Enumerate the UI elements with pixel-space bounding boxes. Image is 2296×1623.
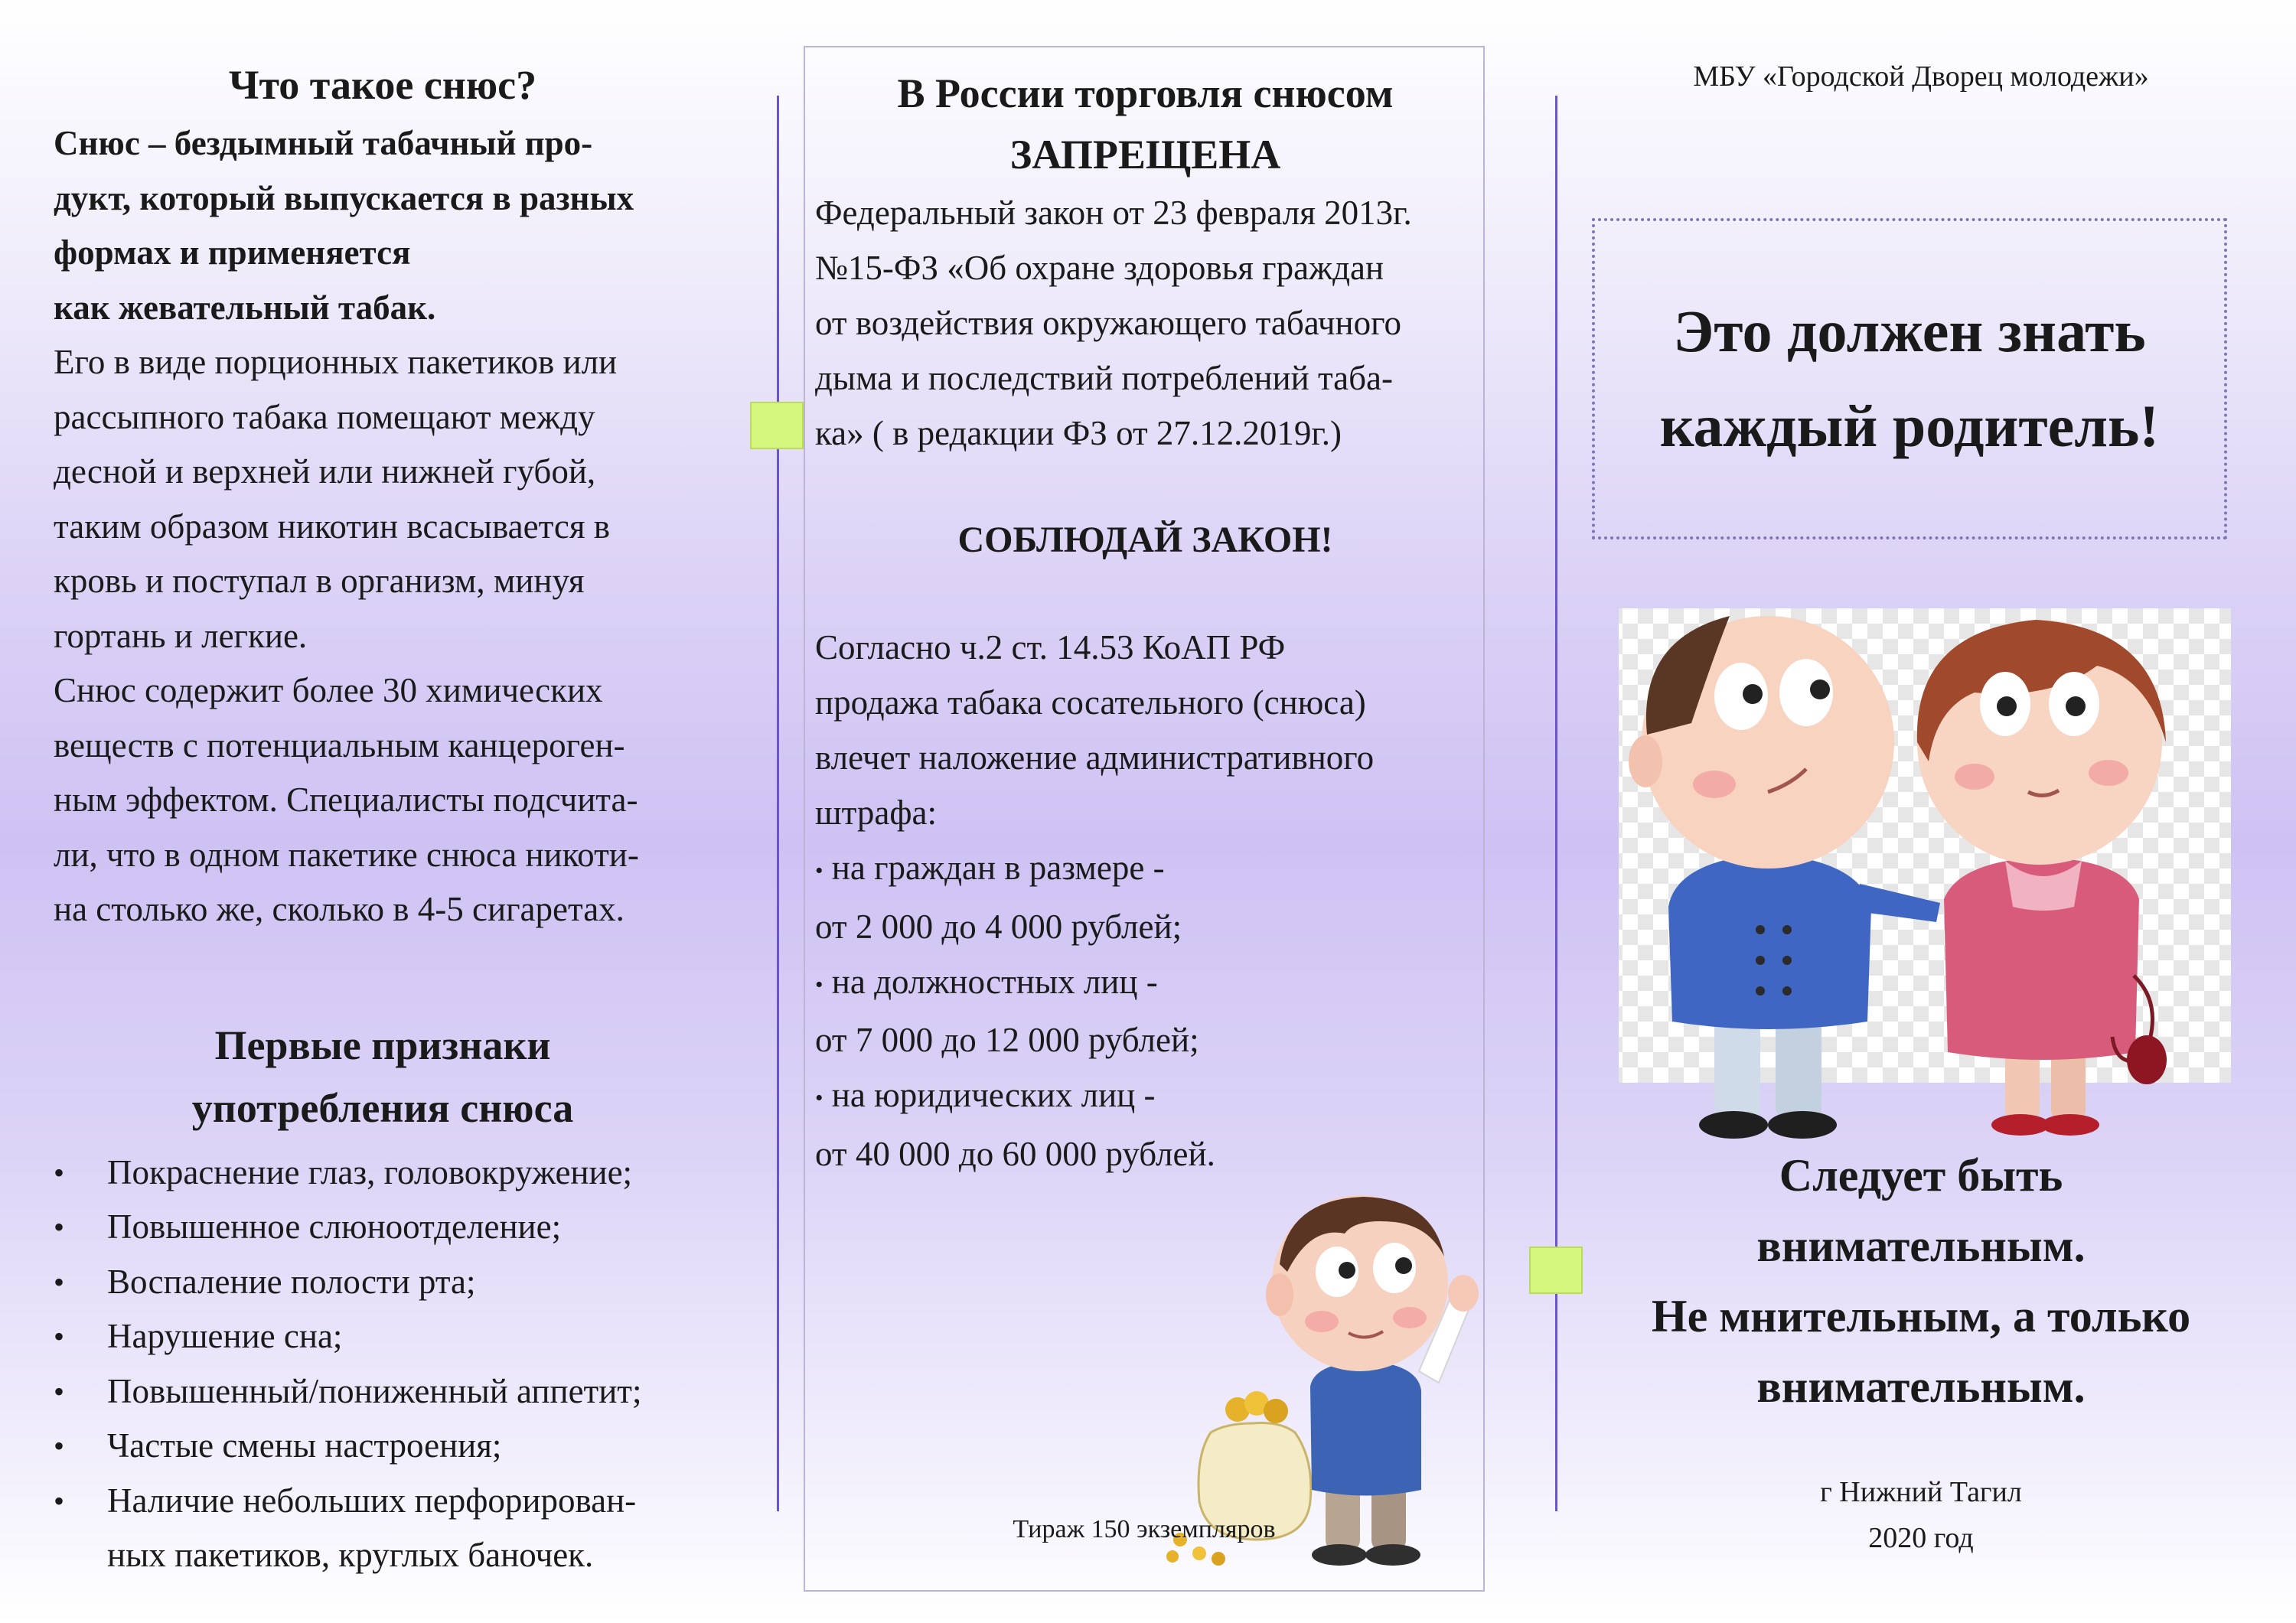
para1-line-6: гортань и легкие. <box>54 616 308 655</box>
law-line-5: ка» ( в редакции ФЗ от 27.12.2019г.) <box>815 414 1342 452</box>
para1-line-3: десной и верхней или нижней губой, <box>54 452 596 490</box>
list-item-amount: от 7 000 до 12 000 рублей; <box>815 1021 1199 1060</box>
bullet-icon: • <box>815 1086 823 1112</box>
law-line-4: дыма и последствий потреблений таба- <box>815 359 1393 397</box>
bullet-icon: • <box>54 1429 65 1463</box>
para2-line-2: веществ с потенциальным канцероген- <box>54 725 625 764</box>
law-line-2: №15-ФЗ «Об охране здоровья граждан <box>815 249 1384 287</box>
comply-heading: СОБЛЮДАЙ ЗАКОН! <box>957 520 1333 560</box>
attention-line-2: внимательным. <box>1756 1221 2086 1271</box>
list-item: • Воспаление полости рта; <box>54 1255 712 1310</box>
para2-line-1: Снюс содержит более 30 химических <box>54 671 603 709</box>
bullet-icon: • <box>54 1374 65 1409</box>
circulation-note: Тираж 150 экземпляров <box>1013 1515 1276 1543</box>
lead-line-4: как жевательный табак. <box>54 288 436 327</box>
right-fold-marker <box>1529 1247 1583 1294</box>
ban-title-line-2: ЗАПРЕЩЕНА <box>1009 132 1281 178</box>
list-item-amount: от 40 000 до 60 000 рублей. <box>815 1135 1215 1174</box>
koap-line-4: штрафа: <box>815 794 937 832</box>
headline-box <box>1592 218 2227 539</box>
list-item-amount: от 2 000 до 4 000 рублей; <box>815 907 1182 946</box>
bullet-icon: • <box>54 1319 65 1354</box>
para1-line-1: Его в виде порционных пакетиков или <box>54 343 618 381</box>
signs-title-2: употребления снюса <box>191 1084 574 1131</box>
para1-line-2: рассыпного табака помещают между <box>54 397 595 436</box>
organization-name: МБУ «Городской Дворец молодежи» <box>1693 60 2149 93</box>
law-line-1: Федеральный закон от 23 февраля 2013г. <box>815 194 1412 232</box>
right-divider <box>1555 96 1557 1511</box>
bullet-icon: • <box>815 858 823 884</box>
list-item: • на должностных лиц - <box>815 962 1158 1001</box>
koap-line-3: влечет наложение административного <box>815 738 1375 777</box>
list-item-continuation: ных пакетиков, круглых баночек. <box>107 1536 594 1574</box>
left-fold-marker <box>750 402 804 449</box>
para1-line-5: кровь и поступал в организм, минуя <box>54 562 585 600</box>
list-item: • Повышенный/пониженный аппетит; <box>54 1364 712 1419</box>
list-item: • Повышенное слюноотделение; <box>54 1200 712 1255</box>
attention-message <box>1577 1140 2265 1422</box>
bullet-icon: • <box>54 1155 65 1190</box>
fines-list <box>815 840 1476 1181</box>
lead-line-3: формах и применяется <box>54 233 411 272</box>
attention-line-3: Не мнительным, а только <box>1651 1291 2191 1341</box>
para2-line-5: на столько же, сколько в 4-5 сигаретах. <box>54 890 625 928</box>
headline: Это должен знать каждый родитель! <box>1659 298 2160 459</box>
para2-line-4: ли, что в одном пакетике снюса никоти- <box>54 835 639 874</box>
list-item: • Частые смены настроения; <box>54 1419 712 1474</box>
year: 2020 год <box>1868 1522 1974 1554</box>
left-panel <box>54 54 712 1583</box>
right-panel <box>1577 54 2265 1554</box>
list-item: • на граждан в размере - <box>815 849 1165 887</box>
koap-line-1: Согласно ч.2 ст. 14.53 КоАП РФ <box>815 628 1286 666</box>
lead-line-1: Снюс – бездымный табачный про- <box>54 124 593 162</box>
attention-line-1: Следует быть <box>1779 1150 2063 1201</box>
bullet-icon: • <box>54 1483 65 1518</box>
koap-line-2: продажа табака сосательного (снюса) <box>815 683 1366 722</box>
law-line-3: от воздействия окружающего табачного <box>815 304 1401 342</box>
lead-line-2: дукт, который выпускается в разных <box>54 178 634 217</box>
left-divider <box>777 96 779 1511</box>
list-item: • Наличие небольших перфорирован- <box>54 1474 712 1529</box>
ban-title-line-1: В России торговля снюсом <box>897 70 1394 116</box>
middle-panel <box>804 46 1485 1592</box>
signs-list <box>54 1146 712 1583</box>
list-item: • Покраснение глаз, головокружение; <box>54 1146 712 1201</box>
attention-line-4: внимательным. <box>1756 1361 2086 1412</box>
bullet-icon: • <box>815 972 823 998</box>
list-item: • на юридических лиц - <box>815 1076 1156 1115</box>
bullet-icon: • <box>54 1264 65 1299</box>
signs-title-1: Первые признаки <box>214 1022 551 1068</box>
bullet-icon: • <box>54 1210 65 1244</box>
list-item: • Нарушение сна; <box>54 1309 712 1364</box>
snus-title: Что такое снюс? <box>228 62 537 108</box>
para2-line-3: ным эффектом. Специалисты подсчита- <box>54 781 638 819</box>
parents-couple-illustration <box>1577 608 2265 1148</box>
city-name: г Нижний Тагил <box>1820 1476 2022 1508</box>
para1-line-4: таким образом никотин всасывается в <box>54 507 611 546</box>
